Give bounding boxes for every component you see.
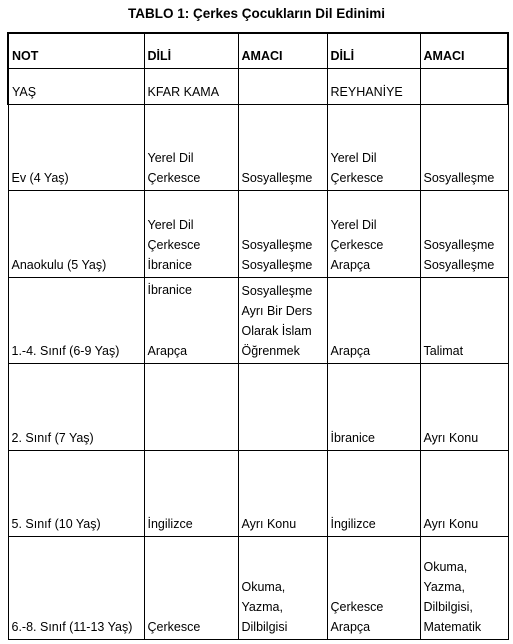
level-cell: 1.-4. Sınıf (6-9 Yaş) bbox=[8, 277, 144, 364]
reyhaniye-amaci-cell-line: Sosyalleşme bbox=[423, 237, 495, 252]
kfar-dili-cell-line: Yerel Dil bbox=[147, 217, 194, 232]
kfar-amaci-cell bbox=[238, 537, 327, 640]
kfar-dili-top-line: İbranice bbox=[147, 282, 192, 297]
header-not: NOT bbox=[8, 33, 144, 68]
kfar-amaci-cell bbox=[238, 450, 327, 537]
reyhaniye-dili-cell bbox=[327, 364, 420, 451]
reyhaniye-amaci-cell-line: Matematik bbox=[423, 620, 482, 634]
kfar-amaci-cell-line: Sosyalleşme bbox=[241, 257, 313, 272]
reyhaniye-dili-cell-line: Arapça bbox=[330, 620, 371, 634]
header-dili-rey: DİLİ bbox=[327, 33, 420, 68]
reyhaniye-amaci-cell bbox=[420, 537, 508, 640]
reyhaniye-dili-cell-line: Yerel Dil bbox=[330, 217, 377, 232]
subheader-row bbox=[8, 68, 508, 104]
level-cell: 5. Sınıf (10 Yaş) bbox=[8, 450, 144, 537]
kfar-amaci-cell-line: Sosyalleşme bbox=[241, 237, 313, 252]
table-row bbox=[8, 191, 508, 278]
table-row bbox=[8, 364, 508, 451]
reyhaniye-amaci-cell-line: Okuma, bbox=[423, 560, 468, 574]
table-row bbox=[8, 104, 508, 191]
header-amaci-rey: AMACI bbox=[420, 33, 508, 68]
reyhaniye-dili-cell-line: Arapça bbox=[330, 257, 371, 272]
language-acquisition-table bbox=[7, 32, 509, 640]
reyhaniye-dili-cell bbox=[327, 104, 420, 191]
reyhaniye-amaci-cell bbox=[420, 191, 508, 278]
kfar-dili-cell-line: Çerkesce bbox=[147, 237, 201, 252]
subheader-reyhaniye: REYHANİYE bbox=[327, 68, 420, 104]
reyhaniye-amaci-cell bbox=[420, 104, 508, 191]
kfar-amaci-cell-line: Yazma, bbox=[241, 600, 283, 614]
reyhaniye-dili-cell-line: İngilizce bbox=[330, 517, 376, 532]
reyhaniye-dili-cell-line: İbranice bbox=[330, 430, 375, 445]
kfar-dili-cell-line: İbranice bbox=[147, 257, 192, 272]
table-title: TABLO 1: Çerkes Çocukların Dil Edinimi bbox=[127, 6, 386, 21]
reyhaniye-dili-cell-line: Çerkesce bbox=[330, 171, 384, 186]
kfar-dili-cell-line: Çerkesce bbox=[147, 620, 201, 634]
reyhaniye-amaci-cell-line: Sosyalleşme bbox=[423, 171, 495, 186]
reyhaniye-amaci-cell-line: Ayrı Konu bbox=[423, 430, 479, 445]
reyhaniye-dili-cell-line: Arapça bbox=[330, 344, 371, 359]
kfar-dili-cell-line: İngilizce bbox=[147, 517, 193, 532]
reyhaniye-dili-cell-line: Çerkesce bbox=[330, 600, 384, 614]
subheader-yas: YAŞ bbox=[8, 68, 144, 104]
reyhaniye-amaci-cell-line: Dilbilgisi, bbox=[423, 600, 473, 614]
kfar-amaci-cell-line: Ayrı Konu bbox=[241, 517, 297, 532]
kfar-amaci-cell-line: Sosyalleşme bbox=[241, 284, 313, 299]
kfar-dili-cell-line: Çerkesce bbox=[147, 171, 201, 186]
kfar-dili-cell-line: Arapça bbox=[147, 344, 188, 359]
subheader-empty-1 bbox=[238, 68, 327, 104]
kfar-amaci-cell-line: Okuma, bbox=[241, 580, 286, 594]
kfar-dili-cell bbox=[144, 450, 238, 537]
kfar-dili-cell bbox=[144, 537, 238, 640]
reyhaniye-dili-cell bbox=[327, 277, 420, 364]
reyhaniye-dili-cell-line: Yerel Dil bbox=[330, 151, 377, 166]
kfar-dili-cell-line: Yerel Dil bbox=[147, 151, 194, 166]
kfar-amaci-cell-line: Olarak İslam bbox=[241, 324, 312, 339]
kfar-amaci-cell bbox=[238, 104, 327, 191]
kfar-dili-cell bbox=[144, 277, 238, 364]
reyhaniye-dili-cell bbox=[327, 450, 420, 537]
table-row bbox=[8, 537, 508, 640]
header-dili-kfar: DİLİ bbox=[144, 33, 238, 68]
reyhaniye-amaci-cell bbox=[420, 364, 508, 451]
reyhaniye-amaci-cell-line: Sosyalleşme bbox=[423, 257, 495, 272]
reyhaniye-amaci-cell bbox=[420, 277, 508, 364]
reyhaniye-amaci-cell bbox=[420, 450, 508, 537]
kfar-amaci-cell bbox=[238, 191, 327, 278]
reyhaniye-dili-cell-line: Çerkesce bbox=[330, 237, 384, 252]
kfar-dili-cell bbox=[144, 104, 238, 191]
header-amaci-kfar: AMACI bbox=[238, 33, 327, 68]
kfar-amaci-cell bbox=[238, 364, 327, 451]
reyhaniye-amaci-cell-line: Ayrı Konu bbox=[423, 517, 479, 532]
kfar-amaci-cell-line: Sosyalleşme bbox=[241, 171, 313, 186]
kfar-amaci-cell-line: Dilbilgisi bbox=[241, 620, 288, 634]
reyhaniye-dili-cell bbox=[327, 537, 420, 640]
level-cell: 2. Sınıf (7 Yaş) bbox=[8, 364, 144, 451]
table-row bbox=[8, 277, 508, 364]
subheader-empty-2 bbox=[420, 68, 508, 104]
reyhaniye-amaci-cell-line: Talimat bbox=[423, 344, 464, 359]
level-cell: 6.-8. Sınıf (11-13 Yaş) bbox=[8, 537, 144, 640]
reyhaniye-dili-cell bbox=[327, 191, 420, 278]
kfar-amaci-cell-line: Öğrenmek bbox=[241, 344, 300, 359]
kfar-dili-cell bbox=[144, 364, 238, 451]
header-row bbox=[8, 33, 508, 68]
subheader-kfar-kama: KFAR KAMA bbox=[144, 68, 238, 104]
table-row bbox=[8, 450, 508, 537]
level-cell: Anaokulu (5 Yaş) bbox=[8, 191, 144, 278]
level-cell: Ev (4 Yaş) bbox=[8, 104, 144, 191]
kfar-amaci-cell-line: Ayrı Bir Ders bbox=[241, 304, 313, 319]
kfar-amaci-cell bbox=[238, 277, 327, 364]
kfar-dili-cell bbox=[144, 191, 238, 278]
reyhaniye-amaci-cell-line: Yazma, bbox=[423, 580, 465, 594]
